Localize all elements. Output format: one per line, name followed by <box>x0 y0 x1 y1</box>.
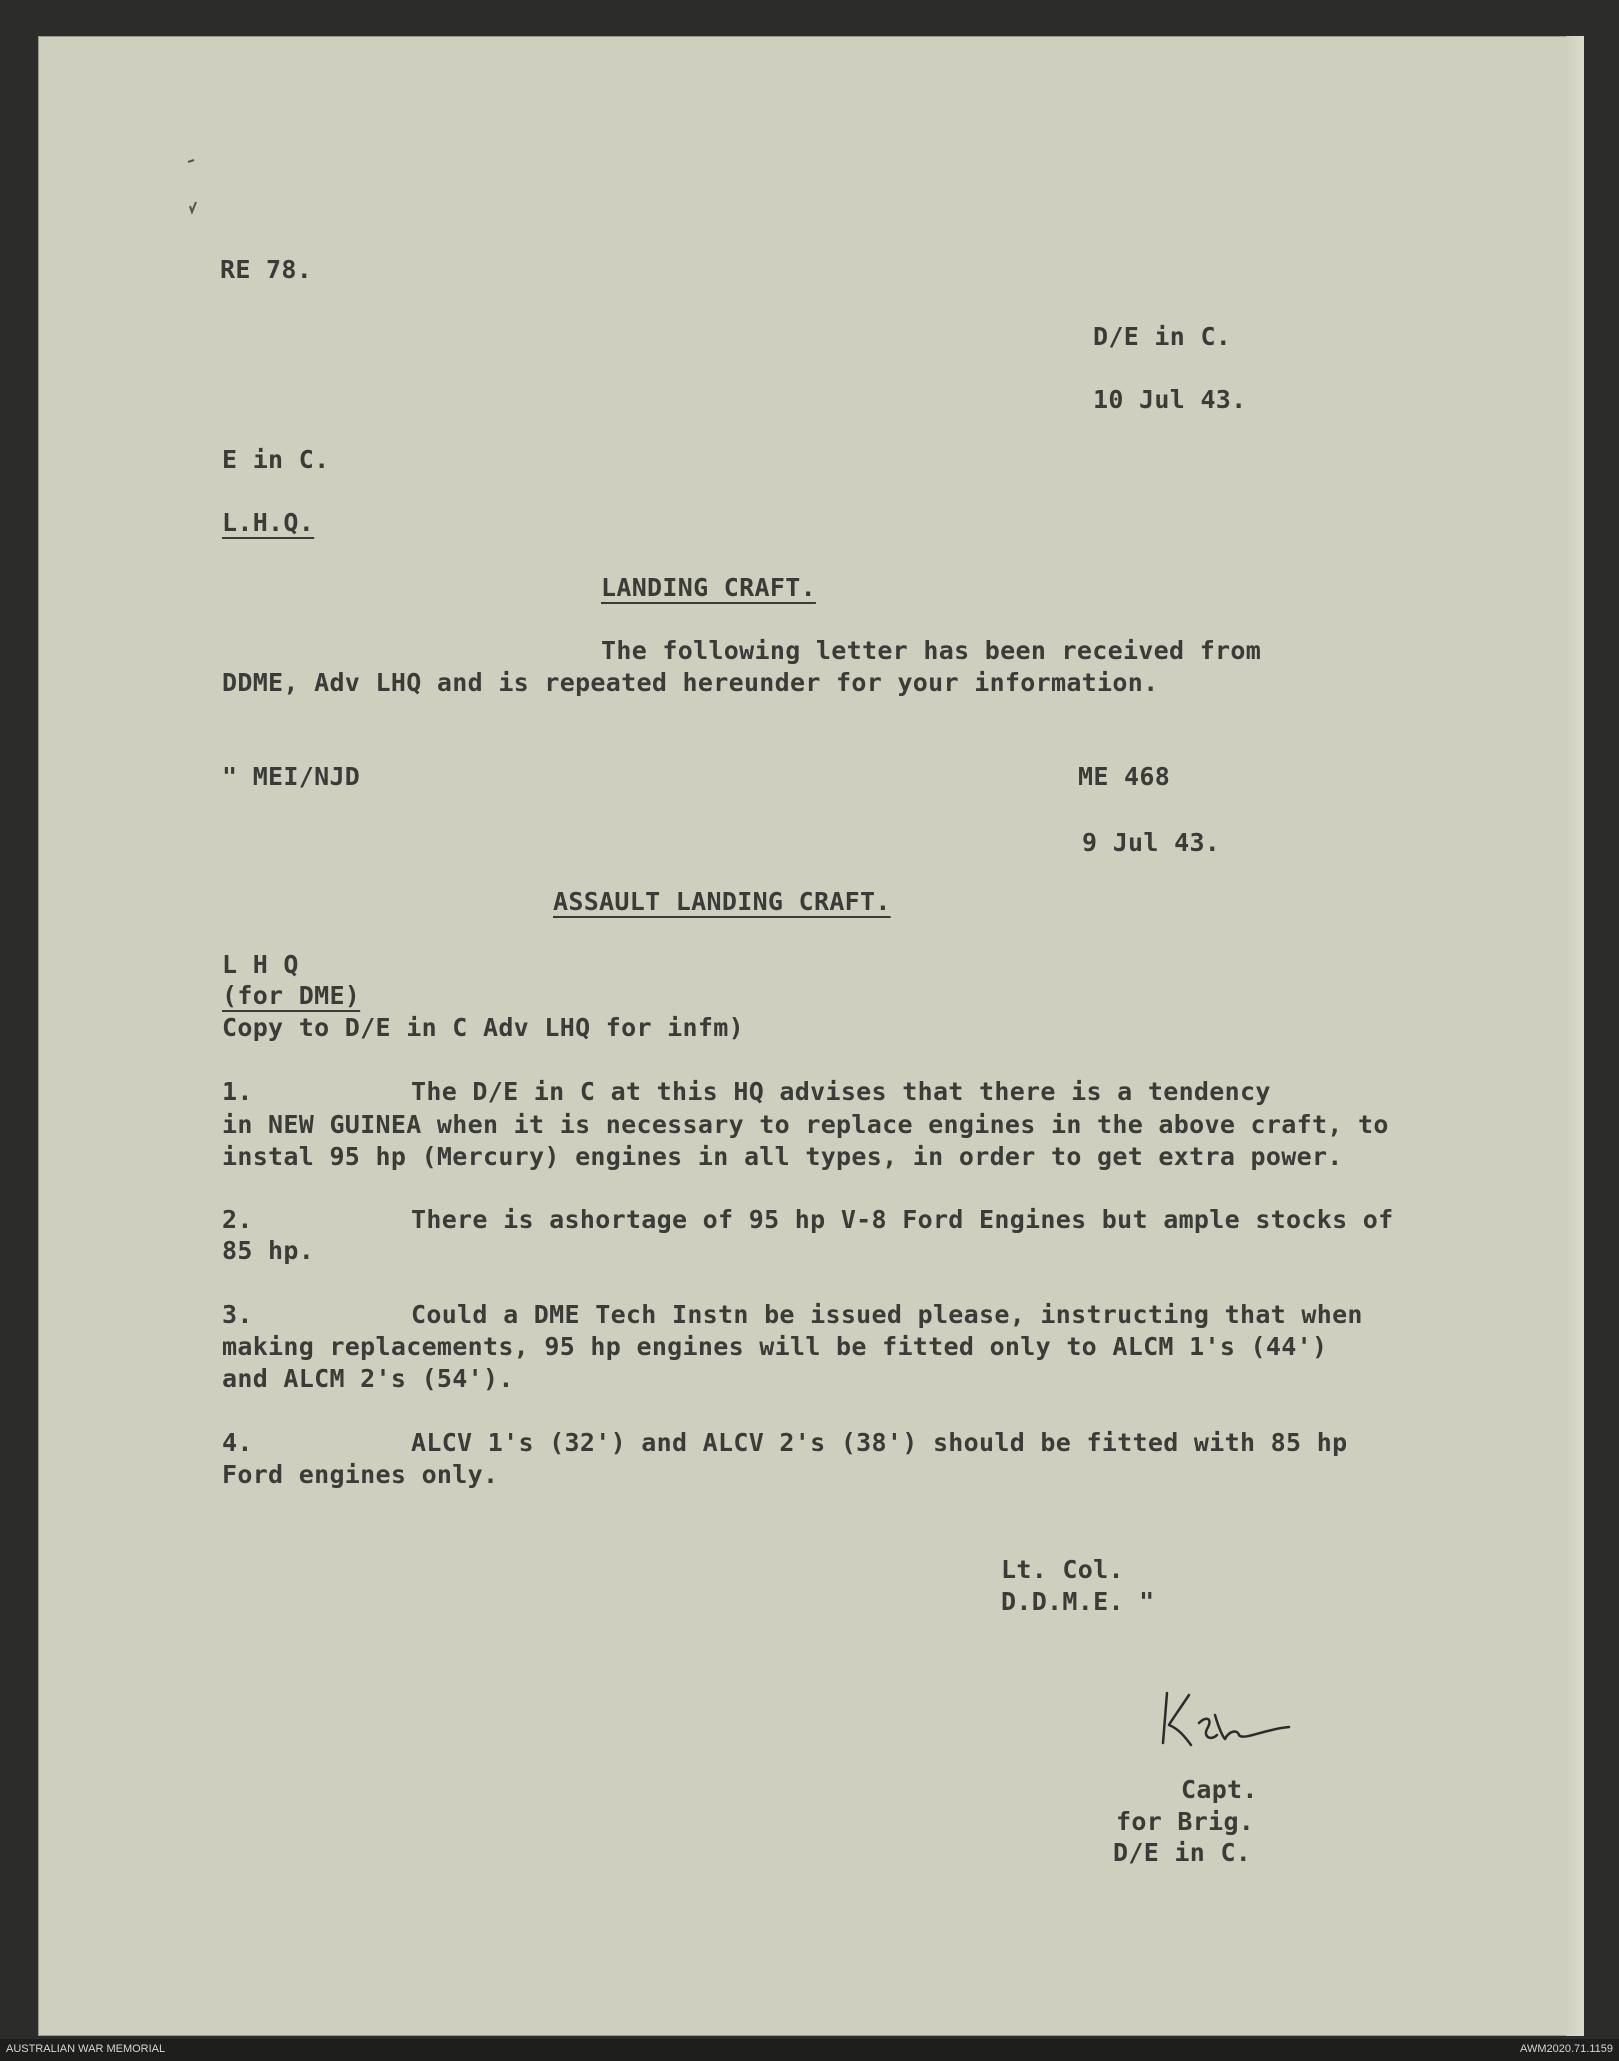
quoted-addressee-3: Copy to D/E in C Adv LHQ for infm) <box>222 1013 744 1042</box>
handwritten-signature <box>1155 1685 1295 1755</box>
paragraph-1-line-1: The D/E in C at this HQ advises that there is a tendency <box>411 1077 1271 1106</box>
paragraph-1-line-3: instal 95 hp (Mercury) engines in all types, in order to get extra power. <box>222 1142 1343 1171</box>
sender-office: D/E in C. <box>1093 322 1232 351</box>
paragraph-2-number: 2. <box>222 1205 253 1234</box>
paragraph-4-number: 4. <box>222 1428 253 1457</box>
page-edge <box>1566 36 1584 2036</box>
paragraph-1-number: 1. <box>222 1077 253 1106</box>
signature-title: D/E in C. <box>1113 1838 1252 1867</box>
paragraph-1-line-2: in NEW GUINEA when it is necessary to replace engines in the above craft, to <box>222 1110 1389 1139</box>
paragraph-4-line-1: ALCV 1's (32') and ALCV 2's (38') should be fitted with 85 hp <box>411 1428 1348 1457</box>
paragraph-3-line-2: making replacements, 95 hp engines will be fitted only to ALCM 1's (44') <box>222 1332 1328 1361</box>
paragraph-2-line-1: There is ashortage of 95 hp V-8 Ford Engines but ample stocks of <box>411 1205 1394 1234</box>
quoted-addressee-2: (for DME) <box>222 981 361 1010</box>
quoted-addressee-1: L H Q <box>222 950 299 979</box>
signature-rank: Capt. <box>1181 1775 1258 1804</box>
quoted-ref-right: ME 468 <box>1078 762 1171 791</box>
intro-line-2: DDME, Adv LHQ and is repeated hereunder for your information. <box>222 668 1159 697</box>
quoted-signature-rank: Lt. Col. <box>1001 1555 1124 1584</box>
paragraph-3-line-1: Could a DME Tech Instn be issued please, instructing that when <box>411 1300 1363 1329</box>
intro-line-1: The following letter has been received from <box>601 636 1262 665</box>
quoted-date: 9 Jul 43. <box>1082 828 1221 857</box>
quoted-signature-title: D.D.M.E. " <box>1001 1587 1155 1616</box>
paragraph-2-line-2: 85 hp. <box>222 1236 315 1265</box>
footer-item-id: AWM2020.71.1159 <box>1520 2043 1613 2055</box>
paragraph-3-line-3: and ALCM 2's (54'). <box>222 1364 514 1393</box>
quoted-subject-heading: ASSAULT LANDING CRAFT. <box>553 887 891 916</box>
reference-number: RE 78. <box>220 255 313 284</box>
archive-footer <box>0 2039 1619 2061</box>
subject-heading: LANDING CRAFT. <box>601 573 816 602</box>
recipient-line-1: E in C. <box>222 445 330 474</box>
margin-tick-mark <box>186 156 200 216</box>
footer-institution: AUSTRALIAN WAR MEMORIAL <box>6 2043 166 2055</box>
signature-for: for Brig. <box>1116 1807 1255 1836</box>
paragraph-3-number: 3. <box>222 1300 253 1329</box>
paragraph-4-line-2: Ford engines only. <box>222 1460 499 1489</box>
recipient-line-2: L.H.Q. <box>222 508 315 537</box>
quoted-ref-left: " MEI/NJD <box>222 762 361 791</box>
letter-date: 10 Jul 43. <box>1093 385 1247 414</box>
